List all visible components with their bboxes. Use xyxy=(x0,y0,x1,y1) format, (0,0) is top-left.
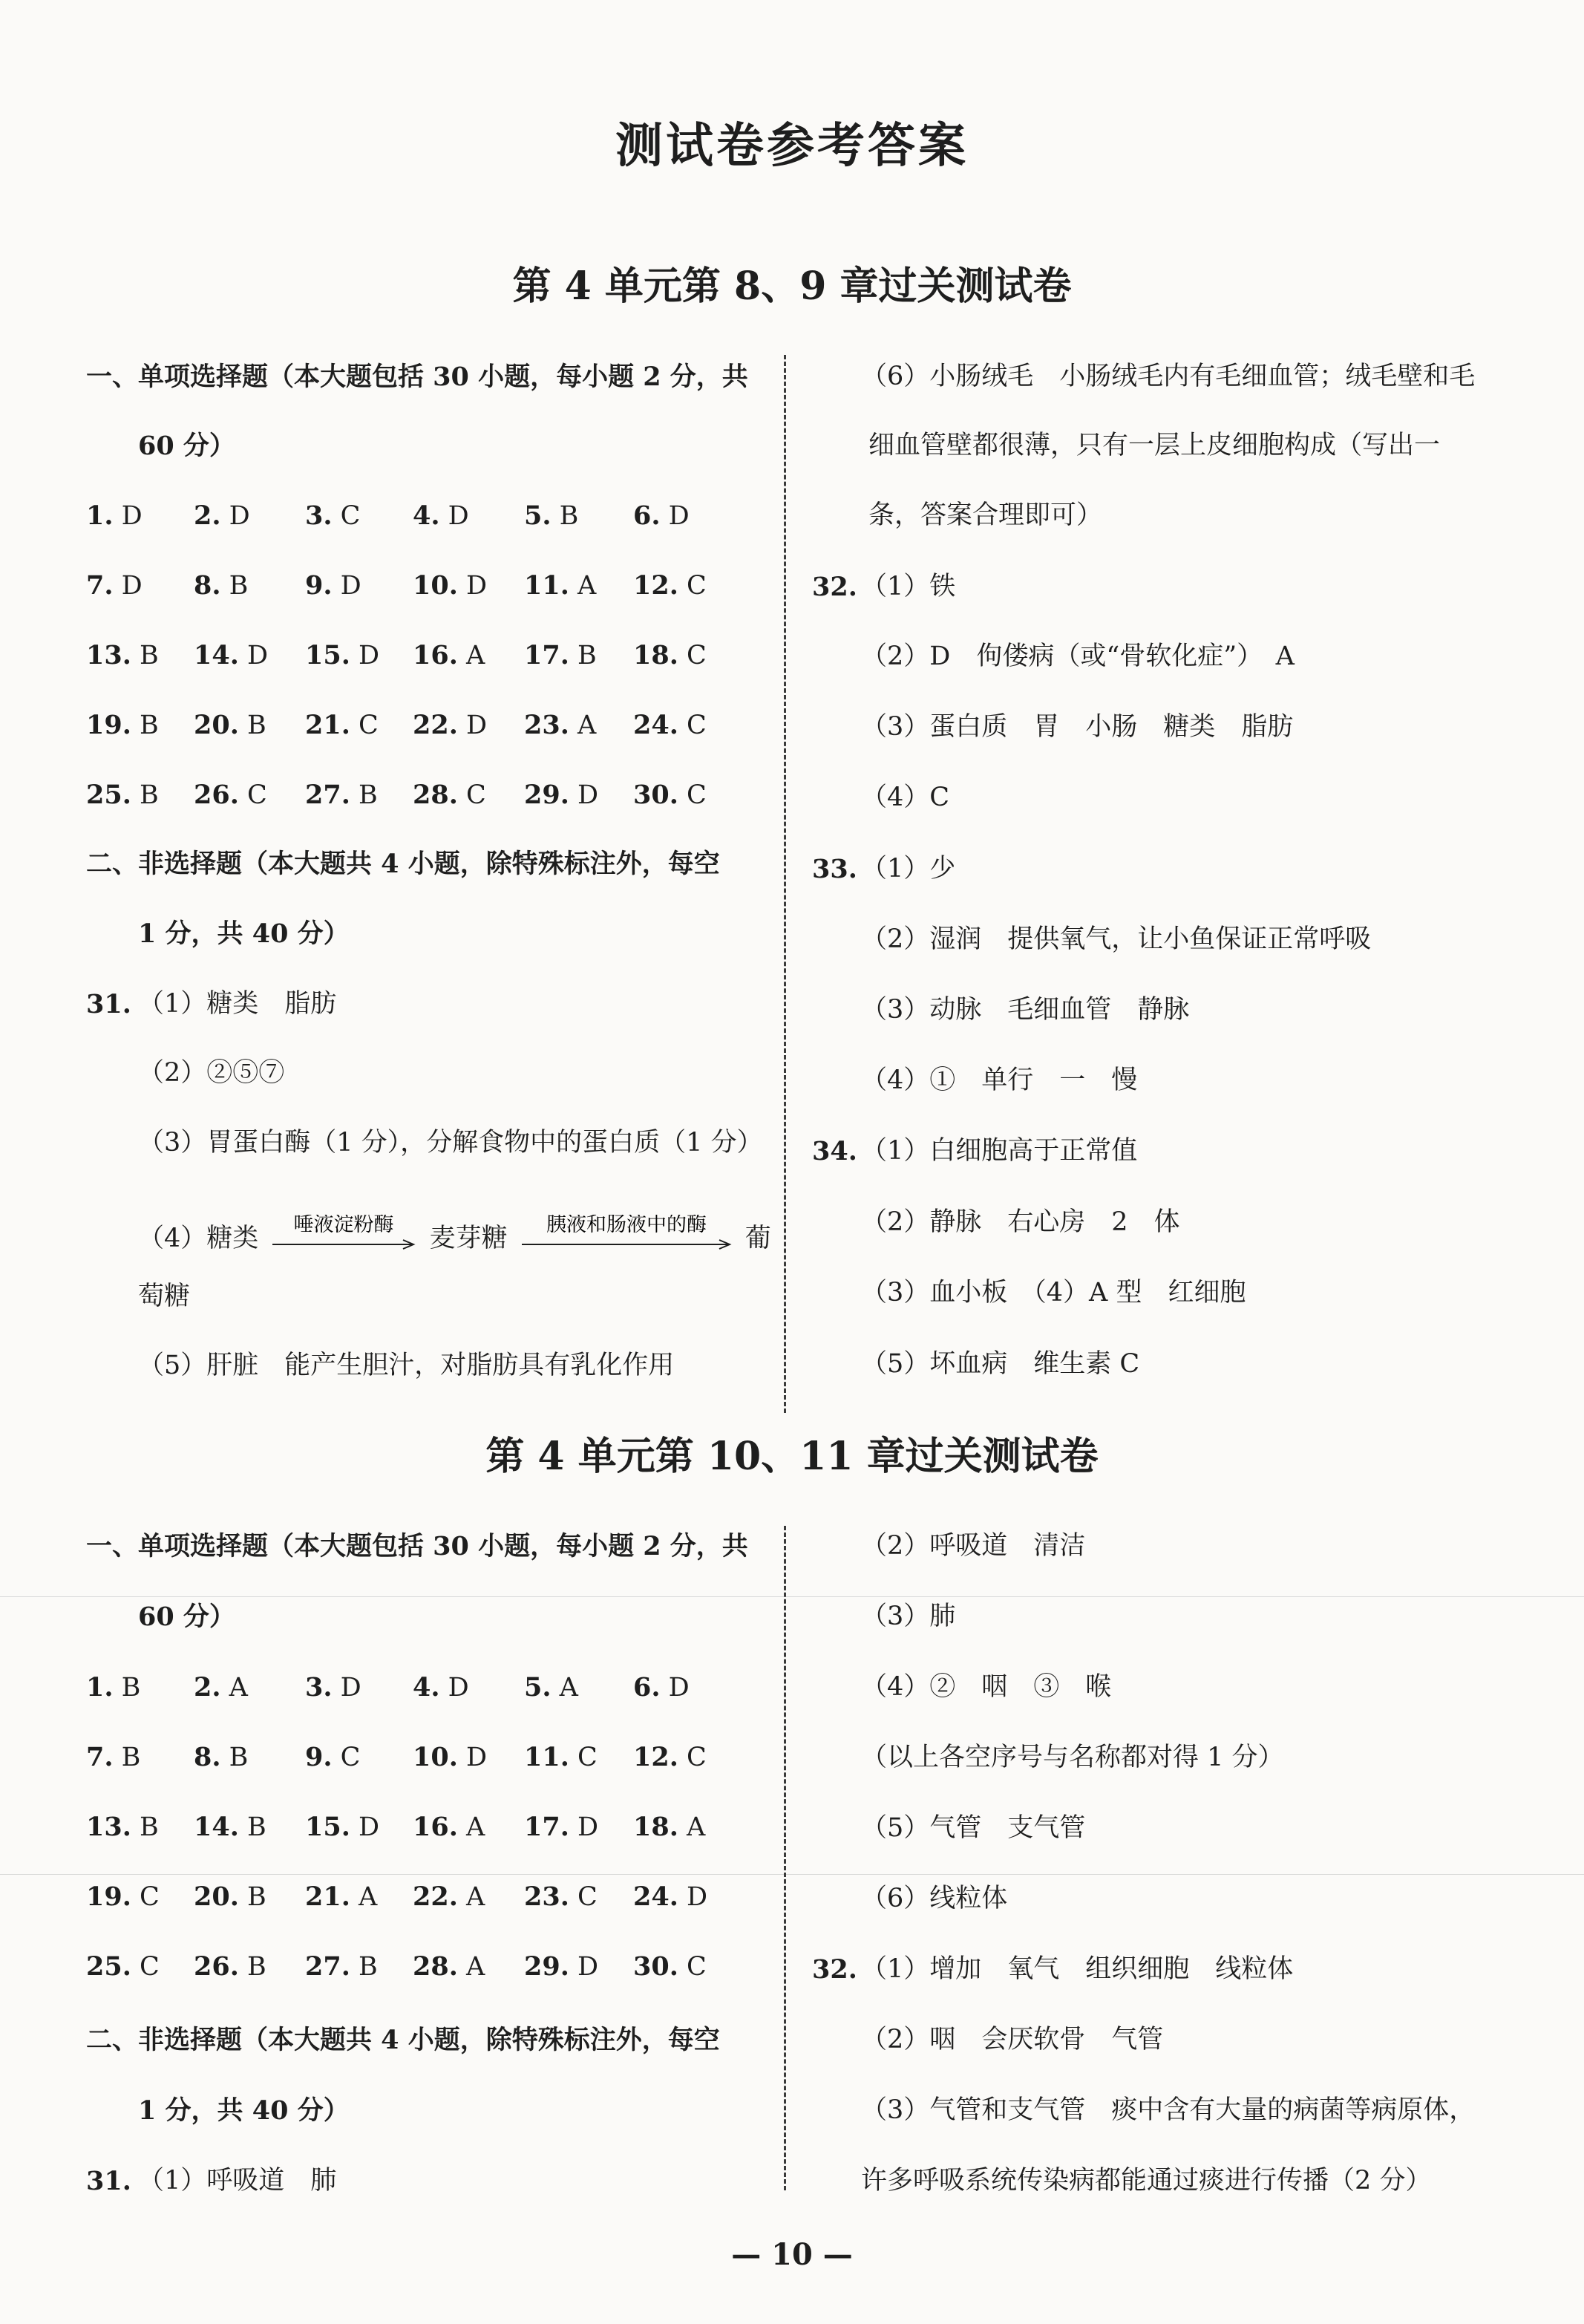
test1-q34-part3: （3）血小板 （4）A 型 红细胞 xyxy=(861,1278,1246,1308)
answer-number: 10. xyxy=(413,570,458,601)
answer-number: 4. xyxy=(413,500,440,531)
answer-number: 22. xyxy=(413,710,458,740)
answer-letter: B xyxy=(238,1882,266,1912)
answer-item xyxy=(633,1953,707,1980)
answer-letter: D xyxy=(660,1673,690,1703)
answer-letter: D xyxy=(678,1882,708,1912)
answer-item xyxy=(524,782,598,809)
answer-letter: B xyxy=(220,571,249,601)
answer-item xyxy=(633,1674,690,1701)
page-title: 测试卷参考答案 xyxy=(615,118,969,174)
answer-item xyxy=(305,1744,360,1771)
test1-q31-part1: （1）糖类 脂肪 xyxy=(138,989,337,1019)
answer-letter: D xyxy=(439,1673,469,1703)
answer-item xyxy=(633,642,707,669)
test2-q31-part6: （6）线粒体 xyxy=(861,1884,1008,1913)
answer-letter: A xyxy=(678,1812,706,1842)
answer-number: 2. xyxy=(194,1672,221,1703)
answer-letter: D xyxy=(569,1952,599,1982)
test2-section2-points: 1 分，共 40 分） xyxy=(138,2095,350,2126)
answer-item xyxy=(194,1674,248,1701)
answer-item xyxy=(86,572,143,599)
answer-number: 23. xyxy=(524,1881,569,1912)
answer-item xyxy=(413,1953,485,1980)
answer-letter: D xyxy=(332,571,361,601)
answer-letter: A xyxy=(350,1882,378,1912)
answer-number: 11. xyxy=(524,1742,569,1772)
answer-letter: C xyxy=(678,780,707,810)
answer-number: 7. xyxy=(86,570,114,601)
test2-title: 第 4 单元第 10、11 章过关测试卷 xyxy=(485,1434,1099,1479)
test1-q31-part2: （2）②⑤⑦ xyxy=(138,1058,285,1088)
answer-letter: C xyxy=(678,571,707,601)
answer-item xyxy=(524,1881,598,1912)
answer-number: 26. xyxy=(194,1951,239,1982)
test1-q31-part4-end: 葡 xyxy=(744,1224,771,1253)
answer-item xyxy=(413,1881,485,1912)
answer-item xyxy=(413,1814,485,1841)
test1-section2-heading: 二、非选择题（本大题共 4 小题，除特殊标注外，每空 xyxy=(86,849,720,879)
answer-number: 29. xyxy=(524,780,569,810)
test1-q31-part5: （5）肝脏 能产生胆汁，对脂肪具有乳化作用 xyxy=(138,1351,675,1380)
answer-letter: D xyxy=(660,501,690,531)
answer-letter: D xyxy=(220,501,250,531)
answer-item xyxy=(524,1953,598,1980)
answer-item xyxy=(413,782,486,809)
test2-section1-heading: 一、单项选择题（本大题包括 30 小题，每小题 2 分，共 xyxy=(86,1531,748,1561)
answer-letter: D xyxy=(350,1812,380,1842)
answer-number: 25. xyxy=(86,1951,131,1982)
test1-q31-part4-start: （4）糖类 xyxy=(138,1224,259,1253)
test2-section2-heading: 二、非选择题（本大题共 4 小题，除特殊标注外，每空 xyxy=(86,2025,720,2055)
test2-q32-number: 32. xyxy=(812,1954,857,1985)
test1-q34-number: 34. xyxy=(812,1136,857,1166)
answer-letter: D xyxy=(113,501,143,531)
answer-letter: C xyxy=(350,711,379,740)
answer-item xyxy=(633,782,707,809)
answer-letter: A xyxy=(551,1673,578,1703)
answer-letter: C xyxy=(238,780,267,810)
answer-number: 6. xyxy=(633,500,661,531)
answer-letter: A xyxy=(220,1673,248,1703)
test1-q34-part5: （5）坏血病 维生素 C xyxy=(861,1349,1140,1379)
answer-number: 11. xyxy=(524,570,569,601)
answer-item xyxy=(86,1674,140,1701)
test2-q31-part3: （3）肺 xyxy=(861,1602,956,1631)
answer-number: 19. xyxy=(86,1881,131,1912)
answer-item xyxy=(524,572,596,599)
answer-item xyxy=(194,1814,266,1841)
answer-letter: A xyxy=(457,1952,485,1982)
test2-q31-part2: （2）呼吸道 清洁 xyxy=(861,1531,1086,1561)
scan-line xyxy=(0,1874,1584,1875)
answer-number: 14. xyxy=(194,1812,239,1842)
answer-item xyxy=(86,642,159,669)
answer-letter: C xyxy=(131,1882,160,1912)
answer-item xyxy=(86,1814,159,1841)
answer-number: 27. xyxy=(305,780,350,810)
answer-number: 10. xyxy=(413,1742,458,1772)
answer-item xyxy=(86,1953,160,1980)
answer-number: 28. xyxy=(413,1951,458,1982)
answer-number: 21. xyxy=(305,1881,350,1912)
scan-line xyxy=(0,1596,1584,1597)
answer-item xyxy=(633,572,707,599)
answer-number: 7. xyxy=(86,1742,114,1772)
test1-section1-points: 60 分） xyxy=(138,431,235,461)
test1-q31-part6-line3: 条，答案合理即可） xyxy=(868,500,1103,530)
answer-item xyxy=(194,572,248,599)
answer-item xyxy=(194,1744,248,1771)
answer-letter: D xyxy=(569,1812,599,1842)
answer-item xyxy=(305,712,379,739)
answer-letter: B xyxy=(350,1952,378,1982)
answer-number: 3. xyxy=(305,500,333,531)
answer-number: 16. xyxy=(413,1812,458,1842)
test1-q32-part2: （2）D 佝偻病（或“骨软化症”） A xyxy=(861,642,1295,671)
answer-number: 8. xyxy=(194,570,221,601)
answer-item xyxy=(524,642,597,669)
answer-letter: C xyxy=(332,1743,361,1772)
answer-letter: D xyxy=(569,780,599,810)
answer-number: 15. xyxy=(305,640,350,670)
answer-letter: D xyxy=(439,501,469,531)
answer-item xyxy=(86,712,159,739)
answer-letter: B xyxy=(131,1812,159,1842)
answer-item xyxy=(305,572,361,599)
answer-letter: B xyxy=(131,780,159,810)
answer-number: 26. xyxy=(194,780,239,810)
answer-item xyxy=(86,1744,140,1771)
answer-letter: C xyxy=(131,1952,160,1982)
answer-item xyxy=(524,500,579,531)
answer-letter: B xyxy=(551,501,579,531)
answer-number: 9. xyxy=(305,1742,333,1772)
answer-number: 18. xyxy=(633,640,678,670)
test1-q31-number: 31. xyxy=(86,989,131,1019)
answer-letter: B xyxy=(131,641,159,670)
answer-number: 4. xyxy=(413,1672,440,1703)
answer-number: 1. xyxy=(86,500,114,531)
answer-number: 3. xyxy=(305,1672,333,1703)
answer-item xyxy=(524,712,596,739)
answer-item xyxy=(305,782,378,809)
answer-number: 8. xyxy=(194,1742,221,1772)
test1-q33-number: 33. xyxy=(812,854,857,884)
test1-q32-number: 32. xyxy=(812,572,857,602)
answer-item xyxy=(86,1881,160,1912)
answer-number: 17. xyxy=(524,640,569,670)
answer-letter: D xyxy=(457,711,488,740)
answer-item xyxy=(413,712,487,739)
test1-q33-part2: （2）湿润 提供氧气，让小鱼保证正常呼吸 xyxy=(861,924,1372,954)
answer-letter: B xyxy=(131,711,159,740)
test1-q33-part3: （3）动脉 毛细血管 静脉 xyxy=(861,995,1190,1025)
answer-letter: B xyxy=(238,1952,266,1982)
test1-q33-part4: （4）① 单行 一 慢 xyxy=(861,1065,1138,1095)
answer-item xyxy=(86,500,143,531)
test1-section2-points: 1 分，共 40 分） xyxy=(138,918,350,949)
answer-item xyxy=(194,1953,266,1980)
answer-letter: A xyxy=(569,711,597,740)
test2-q32-part1: （1）增加 氧气 组织细胞 线粒体 xyxy=(861,1954,1294,1984)
page-number: — 10 — xyxy=(731,2237,853,2272)
answer-letter: B xyxy=(113,1673,141,1703)
test2-q31-note: （以上各空序号与名称都对得 1 分） xyxy=(861,1743,1284,1772)
test2-q32-part3-line2: 许多呼吸系统传染病都能通过痰进行传播（2 分） xyxy=(861,2166,1432,2196)
answer-item xyxy=(633,1814,705,1841)
answer-number: 12. xyxy=(633,1742,678,1772)
answer-item xyxy=(305,642,379,669)
answer-number: 18. xyxy=(633,1812,678,1842)
answer-letter: A xyxy=(457,1812,485,1842)
arrow-2-label: 胰液和肠液中的酶 xyxy=(546,1215,707,1236)
arrow-1 xyxy=(269,1215,418,1264)
answer-item xyxy=(305,1881,378,1912)
answer-item xyxy=(194,500,250,531)
answer-item xyxy=(194,1881,266,1912)
answer-letter: D xyxy=(457,571,488,601)
answer-number: 2. xyxy=(194,500,221,531)
answer-item xyxy=(194,642,268,669)
answer-letter: D xyxy=(350,641,380,670)
answer-number: 6. xyxy=(633,1672,661,1703)
answer-letter: C xyxy=(569,1882,598,1912)
answer-item xyxy=(633,500,690,531)
answer-number: 30. xyxy=(633,1951,678,1982)
answer-letter: A xyxy=(569,571,597,601)
test1-q31-part6-line2: 细血管壁都很薄，只有一层上皮细胞构成（写出一 xyxy=(868,431,1441,460)
test1-q31-part4-mid: 麦芽糖 xyxy=(429,1224,508,1253)
answer-number: 23. xyxy=(524,710,569,740)
answer-item xyxy=(86,782,159,809)
answer-letter: D xyxy=(332,1673,361,1703)
test1-q31-part4 xyxy=(138,1215,771,1264)
answer-item xyxy=(633,1881,708,1912)
answer-letter: C xyxy=(569,1743,598,1772)
answer-letter: D xyxy=(113,571,143,601)
answer-number: 19. xyxy=(86,710,131,740)
arrow-2 xyxy=(519,1215,734,1264)
answer-item xyxy=(524,1744,598,1771)
test1-q31-part3: （3）胃蛋白酶（1 分），分解食物中的蛋白质（1 分） xyxy=(138,1128,763,1158)
answer-item xyxy=(305,1674,361,1701)
answer-number: 21. xyxy=(305,710,350,740)
answer-letter: C xyxy=(678,641,707,670)
answer-number: 20. xyxy=(194,710,239,740)
answer-item xyxy=(305,1953,378,1980)
test1-q31-part4-continued: 萄糖 xyxy=(138,1282,191,1311)
answer-item xyxy=(633,712,707,739)
test2-q31-part5: （5）气管 支气管 xyxy=(861,1813,1086,1843)
answer-item xyxy=(633,1744,707,1771)
answer-letter: C xyxy=(678,711,707,740)
answer-letter: C xyxy=(457,780,486,810)
answer-number: 17. xyxy=(524,1812,569,1842)
test1-q34-part2: （2）静脉 右心房 2 体 xyxy=(861,1207,1180,1237)
answer-letter: B xyxy=(238,1812,266,1842)
answer-letter: D xyxy=(457,1743,488,1772)
answer-number: 27. xyxy=(305,1951,350,1982)
answer-letter: D xyxy=(238,641,269,670)
answer-number: 16. xyxy=(413,640,458,670)
answer-item xyxy=(305,500,361,531)
answer-item xyxy=(413,642,485,669)
answer-number: 30. xyxy=(633,780,678,810)
answer-number: 9. xyxy=(305,570,333,601)
answer-number: 22. xyxy=(413,1881,458,1912)
test1-q32-part4: （4）C xyxy=(861,783,950,812)
answer-number: 25. xyxy=(86,780,131,810)
answer-number: 5. xyxy=(524,1672,552,1703)
answer-item xyxy=(194,782,267,809)
answer-number: 28. xyxy=(413,780,458,810)
answer-letter: B xyxy=(220,1743,249,1772)
answer-letter: A xyxy=(457,1882,485,1912)
answer-item xyxy=(413,500,469,531)
answer-number: 13. xyxy=(86,640,131,670)
column-divider xyxy=(784,355,786,1413)
test1-q34-part1: （1）白细胞高于正常值 xyxy=(861,1136,1138,1166)
answer-number: 15. xyxy=(305,1812,350,1842)
test2-q31-part1: （1）呼吸道 肺 xyxy=(138,2166,337,2196)
test1-q32-part1: （1）铁 xyxy=(861,572,956,601)
arrow-1-label: 唾液淀粉酶 xyxy=(293,1215,394,1236)
test1-q32-part3: （3）蛋白质 胃 小肠 糖类 脂肪 xyxy=(861,712,1294,742)
answer-number: 14. xyxy=(194,640,239,670)
answer-letter: C xyxy=(332,501,361,531)
test2-q31-number: 31. xyxy=(86,2166,131,2196)
test2-q32-part2: （2）咽 会厌软骨 气管 xyxy=(861,2025,1164,2054)
column-divider xyxy=(784,1526,786,2190)
answer-number: 5. xyxy=(524,500,552,531)
answer-letter: B xyxy=(113,1743,141,1772)
test1-title: 第 4 单元第 8、9 章过关测试卷 xyxy=(512,264,1072,309)
answer-number: 1. xyxy=(86,1672,114,1703)
test2-q31-part4: （4）② 咽 ③ 喉 xyxy=(861,1672,1112,1702)
answer-item xyxy=(413,1674,469,1701)
answer-item xyxy=(194,712,266,739)
answer-item xyxy=(413,572,487,599)
arrow-right-icon xyxy=(519,1215,734,1259)
answer-number: 13. xyxy=(86,1812,131,1842)
answer-item xyxy=(305,1814,379,1841)
test2-section1-points: 60 分） xyxy=(138,1602,235,1632)
answer-letter: C xyxy=(678,1952,707,1982)
test1-q31-part6-line1: （6）小肠绒毛 小肠绒毛内有毛细血管；绒毛壁和毛 xyxy=(861,362,1476,391)
answer-letter: B xyxy=(569,641,597,670)
test1-q33-part1: （1）少 xyxy=(861,854,956,884)
arrow-right-icon xyxy=(269,1215,418,1259)
test1-section1-heading: 一、单项选择题（本大题包括 30 小题，每小题 2 分，共 xyxy=(86,362,748,392)
answer-letter: C xyxy=(678,1743,707,1772)
answer-letter: B xyxy=(350,780,378,810)
test2-q32-part3-line1: （3）气管和支气管 痰中含有大量的病菌等病原体， xyxy=(861,2095,1476,2125)
answer-number: 12. xyxy=(633,570,678,601)
answer-item xyxy=(413,1744,487,1771)
answer-number: 20. xyxy=(194,1881,239,1912)
answer-letter: A xyxy=(457,641,485,670)
answer-item xyxy=(524,1674,578,1701)
answer-number: 24. xyxy=(633,710,678,740)
answer-number: 29. xyxy=(524,1951,569,1982)
answer-number: 24. xyxy=(633,1881,678,1912)
answer-letter: B xyxy=(238,711,266,740)
answer-item xyxy=(524,1814,598,1841)
